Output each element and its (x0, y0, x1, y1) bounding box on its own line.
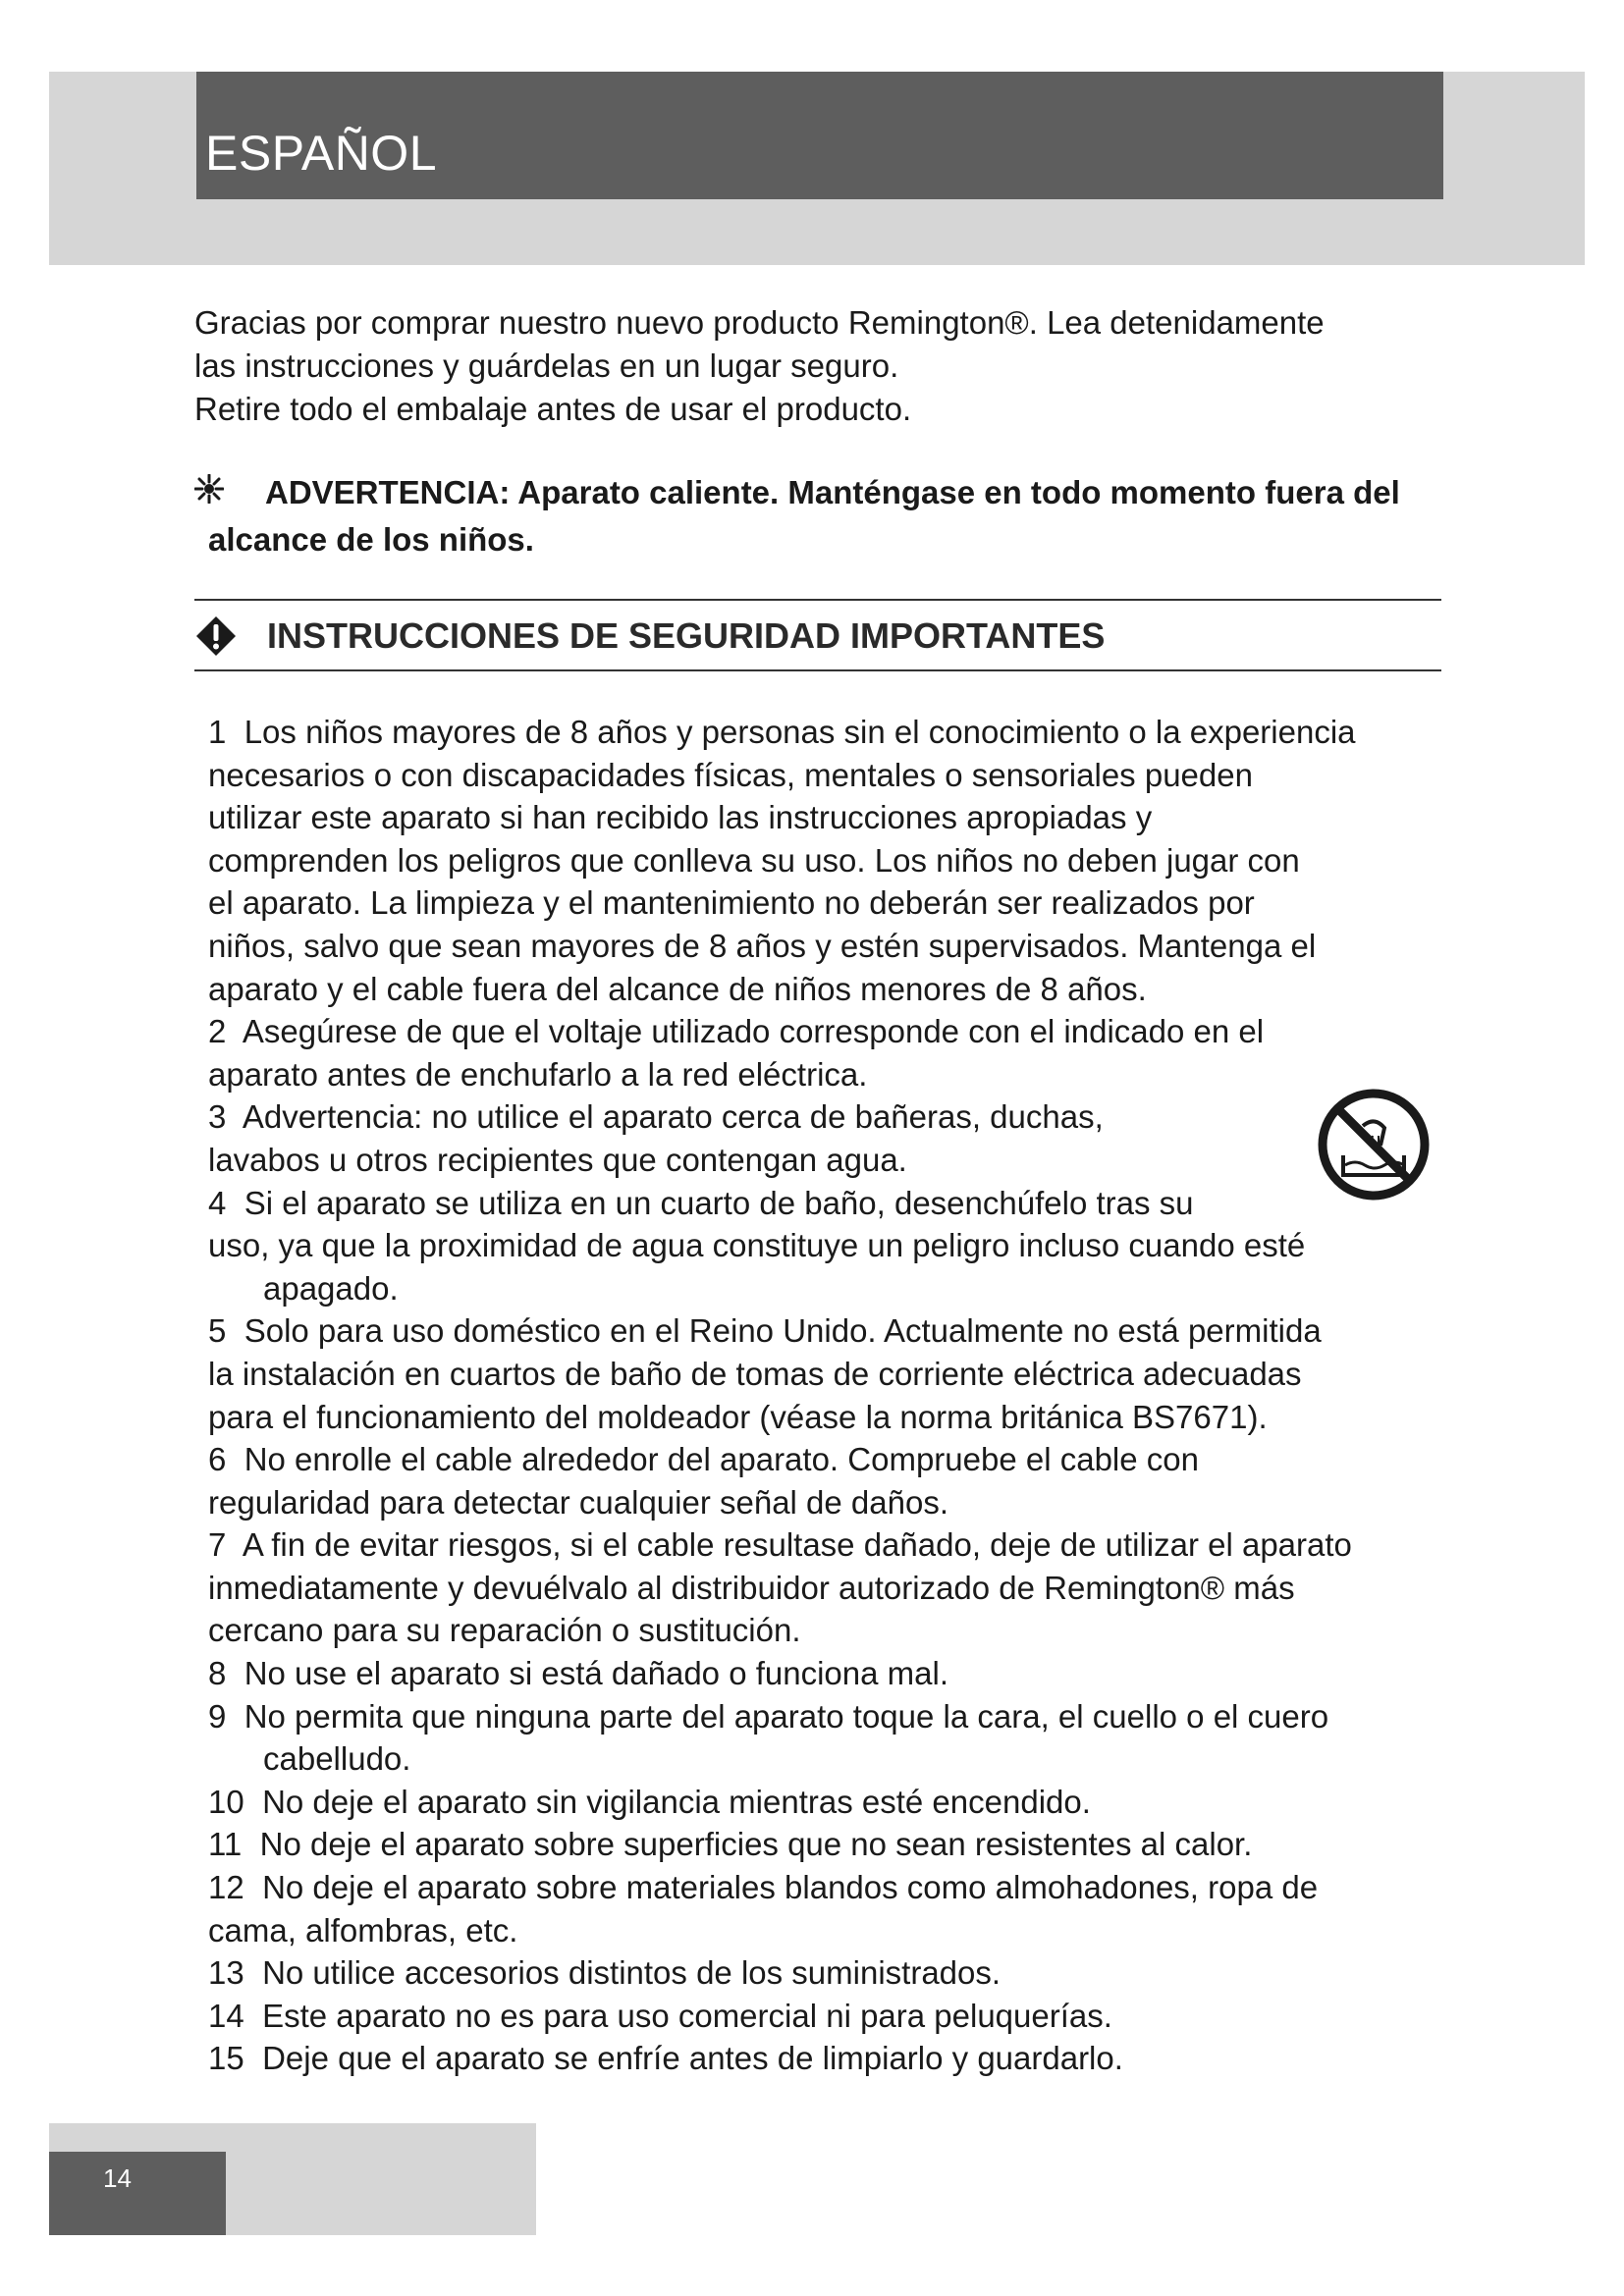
item-line: Advertencia: no utilice el aparato cerca de bañeras, duchas, (242, 1098, 1104, 1136)
list-item (194, 1695, 1461, 1781)
list-item (194, 1823, 1461, 1866)
item-line: el aparato. La limpieza y el mantenimiento no deberán ser realizados por (208, 884, 1255, 922)
item-number: 9 (208, 1697, 227, 1735)
list-item (194, 1438, 1461, 1523)
item-line: No utilice accesorios distintos de los suministrados. (262, 1954, 1001, 1992)
item-line: cabelludo. (263, 1740, 411, 1778)
item-line: utilizar este aparato si han recibido las instrucciones apropiadas y (208, 799, 1153, 836)
item-line: aparato antes de enchufarlo a la red eléctrica. (208, 1055, 868, 1093)
item-line: Si el aparato se utiliza en un cuarto de baño, desenchúfelo tras su (244, 1184, 1194, 1221)
intro-line: Gracias por comprar nuestro nuevo producto Remington®. Lea detenidamente (194, 304, 1325, 341)
hot-appliance-warning (194, 469, 1461, 563)
warning-text: ADVERTENCIA: Aparato caliente. Manténgase en todo momento fuera del (265, 474, 1400, 510)
intro-line: Retire todo el embalaje antes de usar el producto. (194, 391, 912, 427)
no-water-icon (1316, 1087, 1432, 1202)
item-line: apagado. (263, 1269, 399, 1307)
list-item (194, 711, 1461, 1010)
item-number: 8 (208, 1655, 227, 1692)
list-item (194, 1095, 1461, 1181)
list-item (194, 1523, 1461, 1652)
list-item (194, 1951, 1461, 1995)
item-number: 15 (208, 2040, 244, 2077)
item-line: Los niños mayores de 8 años y personas sin el conocimiento o la experiencia (244, 714, 1356, 750)
item-line: Asegúrese de que el voltaje utilizado corresponde con el indicado en el (242, 1013, 1265, 1050)
item-line: la instalación en cuartos de baño de tomas de corriente eléctrica adecuadas (208, 1355, 1302, 1392)
item-line: A fin de evitar riesgos, si el cable resultase dañado, deje de utilizar el aparato (242, 1526, 1352, 1564)
item-line: para el funcionamiento del moldeador (véase la norma británica BS7671). (208, 1398, 1268, 1435)
item-line: inmediatamente y devuélvalo al distribuidor autorizado de Remington® más (208, 1569, 1295, 1606)
list-item (194, 1182, 1461, 1310)
page-number: 14 (103, 2163, 132, 2193)
intro-text (194, 301, 1461, 431)
hot-surface-icon (194, 469, 224, 516)
item-number: 1 (208, 714, 227, 750)
item-number: 12 (208, 1869, 244, 1906)
page-language-title: ESPAÑOL (205, 126, 437, 181)
item-line: No deje el aparato sin vigilancia mientras esté encendido. (262, 1783, 1091, 1820)
list-item (194, 1866, 1461, 1951)
section-title: INSTRUCCIONES DE SEGURIDAD IMPORTANTES (267, 615, 1106, 656)
item-number: 5 (208, 1312, 227, 1350)
item-line: niños, salvo que sean mayores de 8 años y estén supervisados. Mantenga el (208, 927, 1317, 964)
item-number: 14 (208, 1997, 244, 2034)
footer-tab (49, 2152, 226, 2235)
item-line: cama, alfombras, etc. (208, 1911, 518, 1949)
item-number: 10 (208, 1783, 244, 1820)
safety-section-header (194, 599, 1441, 671)
item-line: No use el aparato si está dañado o funciona mal. (244, 1655, 949, 1692)
alert-diamond-icon (194, 614, 238, 658)
item-line: necesarios o con discapacidades físicas, mentales o sensoriales pueden (208, 756, 1253, 793)
item-line: Este aparato no es para uso comercial ni para peluquerías. (262, 1997, 1112, 2034)
list-item (194, 1781, 1461, 1824)
list-item (194, 1995, 1461, 2038)
item-number: 7 (208, 1526, 227, 1564)
list-item (194, 1309, 1461, 1438)
item-number: 4 (208, 1184, 227, 1221)
item-line: regularidad para detectar cualquier señal de daños. (208, 1483, 949, 1521)
item-line: uso, ya que la proximidad de agua constituye un peligro incluso cuando esté (208, 1227, 1306, 1264)
item-line: No deje el aparato sobre materiales blandos como almohadones, ropa de (262, 1869, 1319, 1906)
item-number: 13 (208, 1954, 244, 1992)
item-line: No deje el aparato sobre superficies que no sean resistentes al calor. (259, 1826, 1253, 1863)
item-number: 2 (208, 1013, 227, 1050)
item-line: No permita que ninguna parte del aparato toque la cara, el cuello o el cuero (244, 1697, 1329, 1735)
safety-instructions-list (194, 711, 1461, 2080)
item-line: aparato y el cable fuera del alcance de niños menores de 8 años. (208, 970, 1147, 1007)
item-number: 11 (208, 1826, 243, 1863)
item-number: 6 (208, 1441, 227, 1478)
warning-text: alcance de los niños. (208, 521, 534, 558)
list-item (194, 1010, 1461, 1095)
list-item (194, 2037, 1461, 2080)
item-line: Deje que el aparato se enfríe antes de limpiarlo y guardarlo. (262, 2040, 1123, 2077)
item-line: No enrolle el cable alrededor del aparato. Compruebe el cable con (244, 1441, 1199, 1478)
item-line: lavabos u otros recipientes que contengan agua. (208, 1141, 907, 1178)
list-item (194, 1652, 1461, 1695)
item-line: Solo para uso doméstico en el Reino Unido. Actualmente no está permitida (244, 1312, 1322, 1350)
item-number: 3 (208, 1098, 227, 1136)
intro-line: las instrucciones y guárdelas en un lugar seguro. (194, 347, 899, 384)
item-line: cercano para su reparación o sustitución. (208, 1612, 801, 1649)
item-line: comprenden los peligros que conlleva su uso. Los niños no deben jugar con (208, 841, 1300, 879)
